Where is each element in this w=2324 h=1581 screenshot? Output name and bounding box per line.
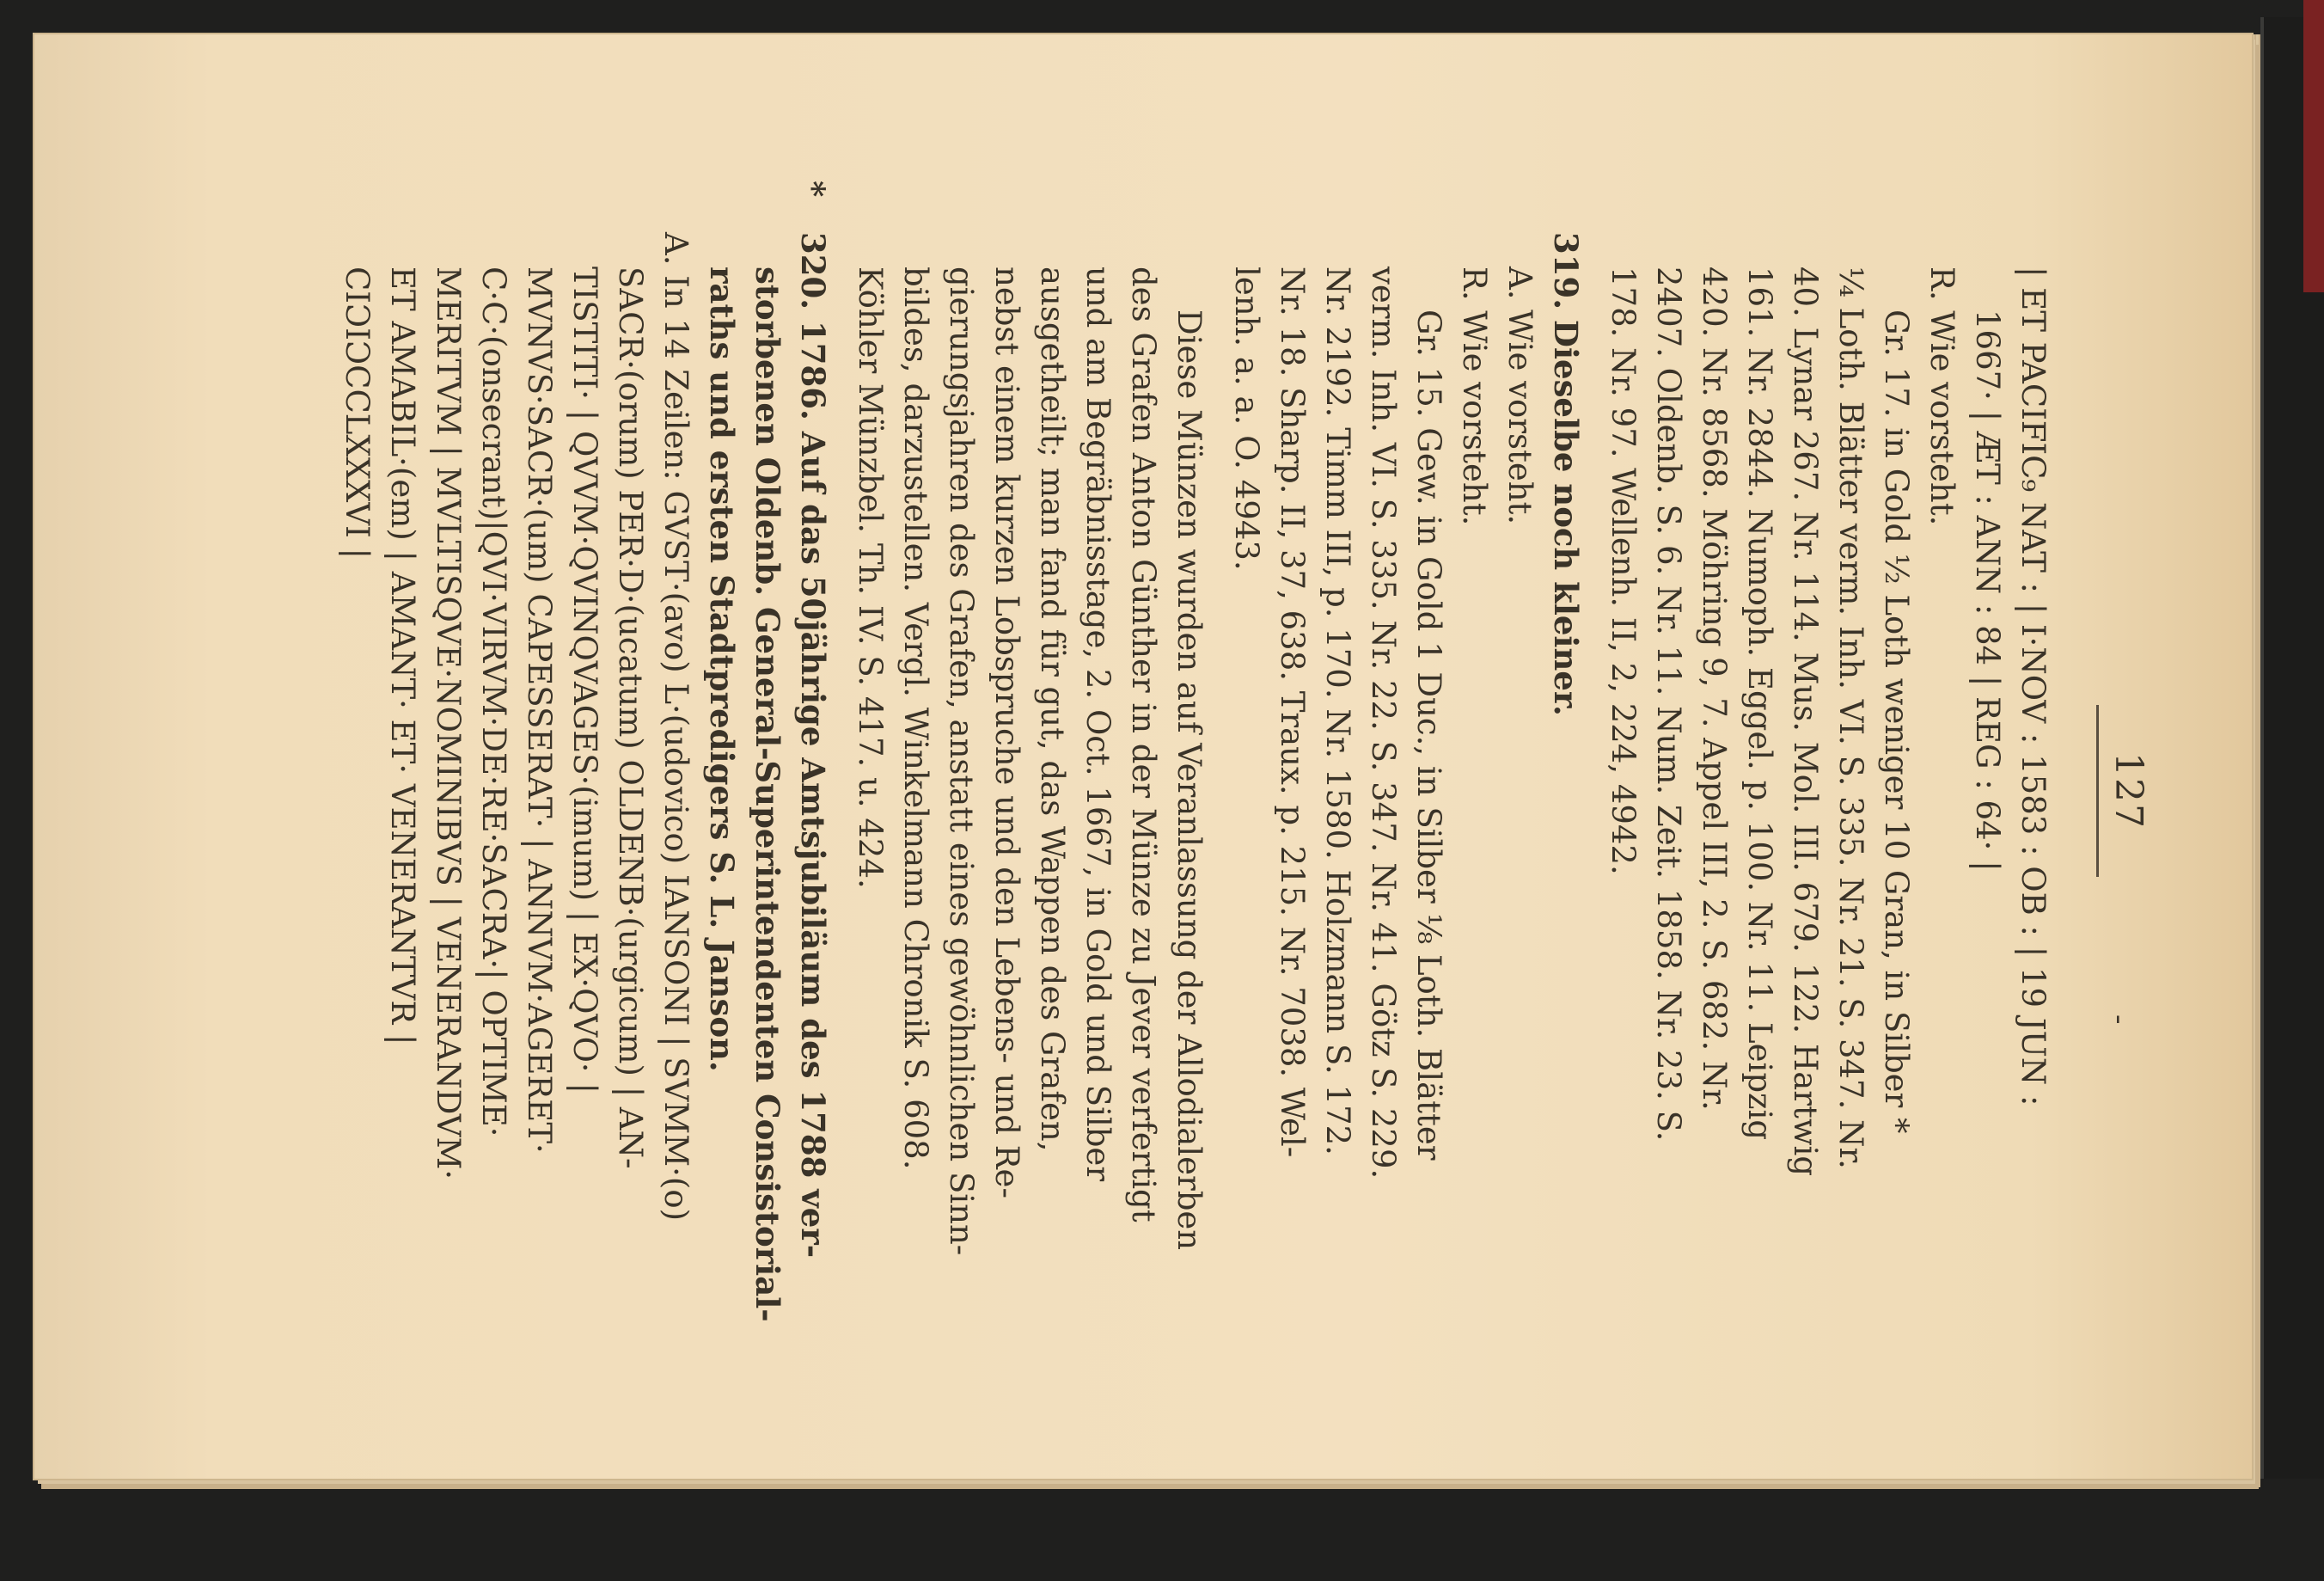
text-line: TISTITI· | QVVM·QVINQVAGES·(imum) | EX·QVO· | <box>566 267 603 1094</box>
text-line: CIƆIƆCCLXXXVI | <box>339 267 376 559</box>
text-line: verm. Inh. VI. S. 335. Nr. 22. S. 347. Nr. 41. Götz S. 229. <box>1365 267 1402 1180</box>
text-line: ¼ Loth. Blätter verm. Inh. VI. S. 335. Nr. 21. S. 347. Nr. <box>1832 267 1869 1169</box>
entry-heading <box>790 181 835 1444</box>
text-line: R. Wie vorsteht. <box>1923 267 1960 526</box>
text-line: gierungsjahren des Grafen, anstatt eines gewöhnlichen Sinn- <box>943 267 980 1256</box>
text-line: Nr. 18. Sharp. II, 37, 638. Traux. p. 215. Nr. 7038. Wel- <box>1274 267 1311 1158</box>
page-number: 127 <box>2107 752 2150 830</box>
text-line: storbenen Oldenb. General-Superintendenten Consistorial- <box>749 267 786 1322</box>
text-line: A. In 14 Zeilen: GVST·(avo) L·(udovico) IANSONI | SVMM·(o) <box>657 232 694 1222</box>
text-line: Diese Münzen wurden auf Veranlassung der Allodialerben <box>1171 309 1208 1251</box>
text-line: MERITVM | MVLTISQVE·NOMINIBVS | VENERANDVM· <box>430 267 467 1180</box>
text-line: ET AMABIL·(em) | AMANT· ET· VENERANTVR | <box>384 267 421 1045</box>
text-line: Nr. 2192. Timm III, p. 170. Nr. 1580. Holzmann S. 172. <box>1319 267 1356 1155</box>
entry-title: Dieselbe noch kleiner. <box>1547 319 1585 716</box>
text-line: des Grafen Anton Günther in der Münze zu Jever verfertigt <box>1125 267 1162 1223</box>
page-body <box>334 181 2056 1444</box>
text-line: ausgetheilt; man fand für gut, das Wappen des Grafen, <box>1034 267 1071 1152</box>
text-line: 2407. Oldenb. S. 6. Nr. 11. Num. Zeit. 1858. Nr. 23. S. <box>1650 267 1687 1142</box>
text-line: lenh. a. a. O. 4943. <box>1228 267 1265 571</box>
text-line: 40. Lynar 267. Nr. 114. Mus. Mol. III. 679. 122. Hartwig <box>1787 267 1824 1177</box>
text-line: und am Begräbnisstage, 2. Oct. 1667, in Gold und Silber <box>1079 267 1116 1182</box>
text-line: | ET PACIFIC₉ NAT : | I·NOV : 1583 : OB : | 19 JUN : <box>2015 267 2052 1106</box>
text-line: MVNVS·SACR·(um) CAPESSERAT· | ANNVM·AGERET· <box>521 267 558 1154</box>
text-line: 161. Nr. 2844. Numoph. Eggel. p. 100. Nr. 11. Leipzig <box>1741 267 1778 1141</box>
text-line: SACR·(orum) PER·D·(ucatum) OLDENB·(urgicum) | AN- <box>612 267 649 1169</box>
spine-red-band <box>2303 0 2324 292</box>
text-line: 420. Nr. 8568. Möhring 9, 7. Appel III, 2. S. 682. Nr. <box>1696 267 1733 1111</box>
text-line: C·C·(onsecrant)|QVI·VIRVM·DE·RE·SACRA·| OPTIME· <box>475 267 512 1137</box>
text-line: bildes, darzustellen. Vergl. Winkelmann Chronik S. 608. <box>897 267 934 1170</box>
text-line: Gr. 15. Gew. in Gold 1 Duc., in Silber ⅛ Loth. Blätter <box>1410 309 1447 1161</box>
header-rule <box>2096 705 2099 877</box>
text-line: raths und ersten Stadtpredigers S. L. Janson. <box>703 267 741 1072</box>
text-line: Köhler Münzbel. Th. IV. S. 417. u. 424. <box>852 267 889 889</box>
text-line: Gr. 17. in Gold ½ Loth weniger 10 Gran, in Silber * <box>1878 309 1915 1134</box>
text-line: 1667· | ÆT : ANN : 84 | REG : 64· | <box>1969 309 2006 872</box>
text-line: 178. Nr. 97. Wellenh. II, 2, 224, 4942. <box>1605 267 1642 875</box>
text-line: nebst einem kurzen Lobspruche und den Lebens- und Re- <box>988 267 1025 1198</box>
rotated-page-content: 127 - | ET PACIFIC₉ NAT : | I·NOV : 1583 : OB : | 19 JUN : 1667· | ÆT : ANN : 84 | REG : 64· | R. Wie vorsteht. Gr. 17. in Gold ½ Loth weniger 10 Gran, in Silber * ¼ Loth. Blätter verm. Inh. VI. S. 335. Nr. 21. S. 347. Nr. 40. Lynar 267. Nr. 114. Mus. Mol. III. 679. 122. Hartwig 161. Nr. 2844. Numoph. Eggel. p. 100. Nr. 11. Leipzig 420. Nr. 8568. Möhring 9, 7. Appel III, 2. S. 682. Nr. 2407. Oldenb. S. 6. Nr. 11. Num. Zeit. 1858. Nr. 23. S. 178. Nr. 97. Wellenh. II, 2, 224, 4942. 319. Dieselbe noch kleiner. A. Wie vorsteht. R. Wie vorsteht. Gr. 15. Gew. in Gold 1 Duc., in Silber ⅛ Loth. Blätter verm. Inh. VI. S. 335. Nr. 22. S. 347. Nr. 41. Götz S. 229. Nr. 2192. Timm III, p. 170. Nr. 1580. Holzmann S. 172. Nr. 18. Sharp. II, 37, 638. Traux. p. 215. Nr. 7038. Wel- lenh. a. a. O. 4943. Diese Münzen wurden auf Veranlassung der Allodialerben des Grafen Anton Günther in der Münze zu Jever verfertigt und am Begräbnisstage, 2. Oct. 1667, in Gold und Silber ausgetheilt; man fand für gut, das Wappen des Grafen, nebst einem kurzen Lobspruche und den Lebens- und Re- gierungsjahren des Grafen, anstatt eines gewöhnlichen Sinn- bildes, darzustellen. Vergl. Winkelmann Chronik S. 608. Köhler Münzbel. Th. IV. S. 417. u. 424. * 320. 1786. Auf das 50jährige Amtsjubiläum des 1788 ver- storbenen Oldenb. General-Superintendenten Consistorial- raths und ersten Stadtpredigers S. L. Janson. A. In 14 Zeilen: GVST·(avo) L·(udovico) IANSONI | SVMM·(o) SACR·(orum) PER·D·(ucatum) OLDENB·(urgicum) | AN- TISTITI· | QVVM·QVINQVAGES·(imum) | EX·QVO· | MVNVS·SACR·(um) CAPESSERAT· | ANNVM·AGERET· C·C·(onsecrant)|QVI·VIRVM·DE·RE·SACRA·| OPTIME· MERITVM | MVLTISQVE·NOMINIBVS | VENERANDVM· ET AMABIL·(em) | AMANT· ET· VENERANTVR | CIƆIƆCCLXXXVI | <box>139 103 2185 1479</box>
entry-number: 319. <box>1547 232 1585 310</box>
entry-heading <box>1543 232 1588 1444</box>
star-marker: * <box>794 181 832 198</box>
text-line: R. Wie vorsteht. <box>1456 267 1493 526</box>
text-line: A. Wie vorsteht. <box>1501 267 1538 525</box>
entry-title: 320. 1786. Auf das 50jährige Amtsjubiläum des 1788 ver- <box>794 232 832 1259</box>
